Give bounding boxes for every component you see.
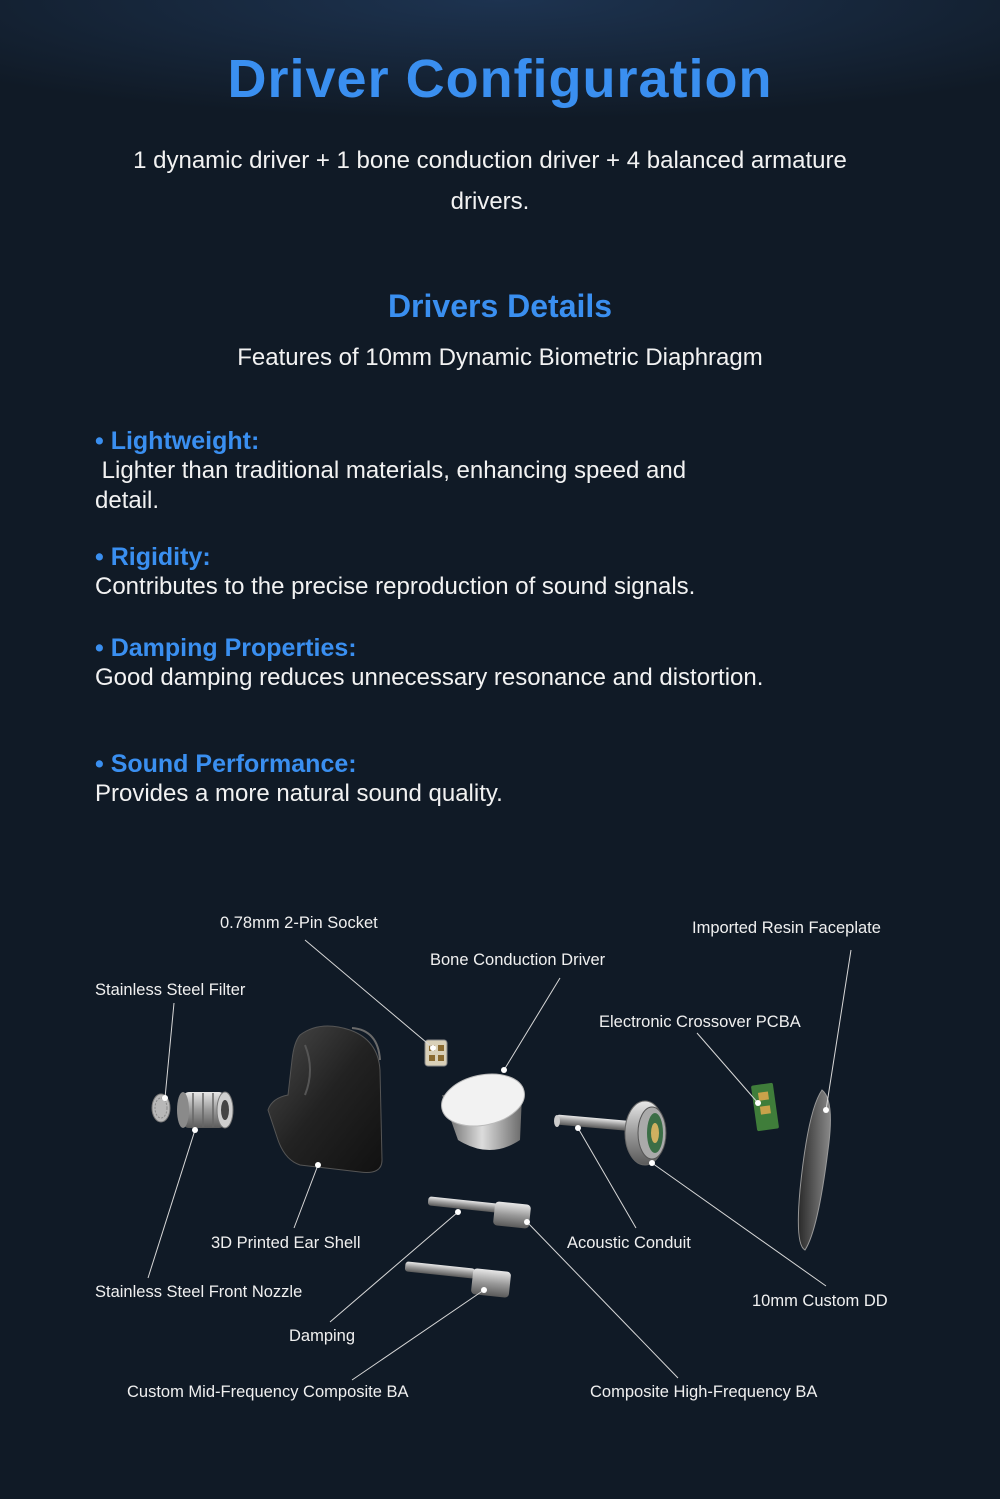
feature-title: • Sound Performance: [95, 750, 357, 778]
bone-conduction-driver-part [437, 1067, 530, 1150]
driver-config-summary: 1 dynamic driver + 1 bone conduction driver + 4 balanced armature drivers. [133, 147, 847, 215]
label-damping: Damping [289, 1327, 356, 1345]
feature-description: Provides a more natural sound quality. [95, 780, 503, 807]
label-acoustic-conduit: Acoustic Conduit [567, 1234, 691, 1252]
ear-shell-part [268, 1026, 382, 1173]
feature-title: • Lightweight: [95, 427, 260, 455]
details-heading: Drivers Details [387, 288, 613, 324]
feature-damping [95, 633, 855, 693]
exploded-view-diagram [0, 880, 1000, 1499]
dynamic-driver-part [625, 1101, 666, 1165]
feature-sound-performance [95, 749, 855, 809]
crossover-pcba-part [751, 1083, 779, 1132]
label-bone-driver: Bone Conduction Driver [430, 951, 606, 969]
page-title: Driver Configuration [227, 49, 773, 109]
label-mid-ba: Custom Mid-Frequency Composite BA [127, 1383, 409, 1401]
label-dynamic-driver: 10mm Custom DD [752, 1292, 888, 1310]
feature-description: Good damping reduces unnecessary resonance and distortion. [95, 664, 764, 691]
label-ear-shell: 3D Printed Ear Shell [211, 1234, 361, 1252]
feature-title: • Rigidity: [95, 543, 211, 571]
exploded-view-illustration [0, 880, 1000, 1499]
leader-lines [148, 940, 851, 1380]
resin-faceplate-part [798, 1090, 830, 1250]
acoustic-conduit-part [554, 1115, 636, 1132]
label-front-nozzle: Stainless Steel Front Nozzle [95, 1283, 303, 1301]
feature-description: Lighter than traditional materials, enhancing speed and detail. [95, 457, 693, 514]
label-socket: 0.78mm 2-Pin Socket [220, 914, 378, 932]
feature-lightweight [95, 426, 855, 516]
feature-description: Contributes to the precise reproduction of sound signals. [95, 573, 696, 600]
details-subheading: Features of 10mm Dynamic Biometric Diaphragm [237, 344, 763, 371]
feature-title: • Damping Properties: [95, 634, 357, 662]
stainless-steel-front-nozzle-part [177, 1092, 233, 1128]
mid-frequency-ba-part [405, 1261, 512, 1298]
label-faceplate: Imported Resin Faceplate [692, 919, 881, 937]
label-pcba: Electronic Crossover PCBA [599, 1013, 801, 1031]
label-filter: Stainless Steel Filter [95, 981, 246, 999]
label-high-ba: Composite High-Frequency BA [590, 1383, 818, 1401]
high-frequency-ba-part [428, 1196, 531, 1228]
feature-rigidity [95, 542, 855, 602]
